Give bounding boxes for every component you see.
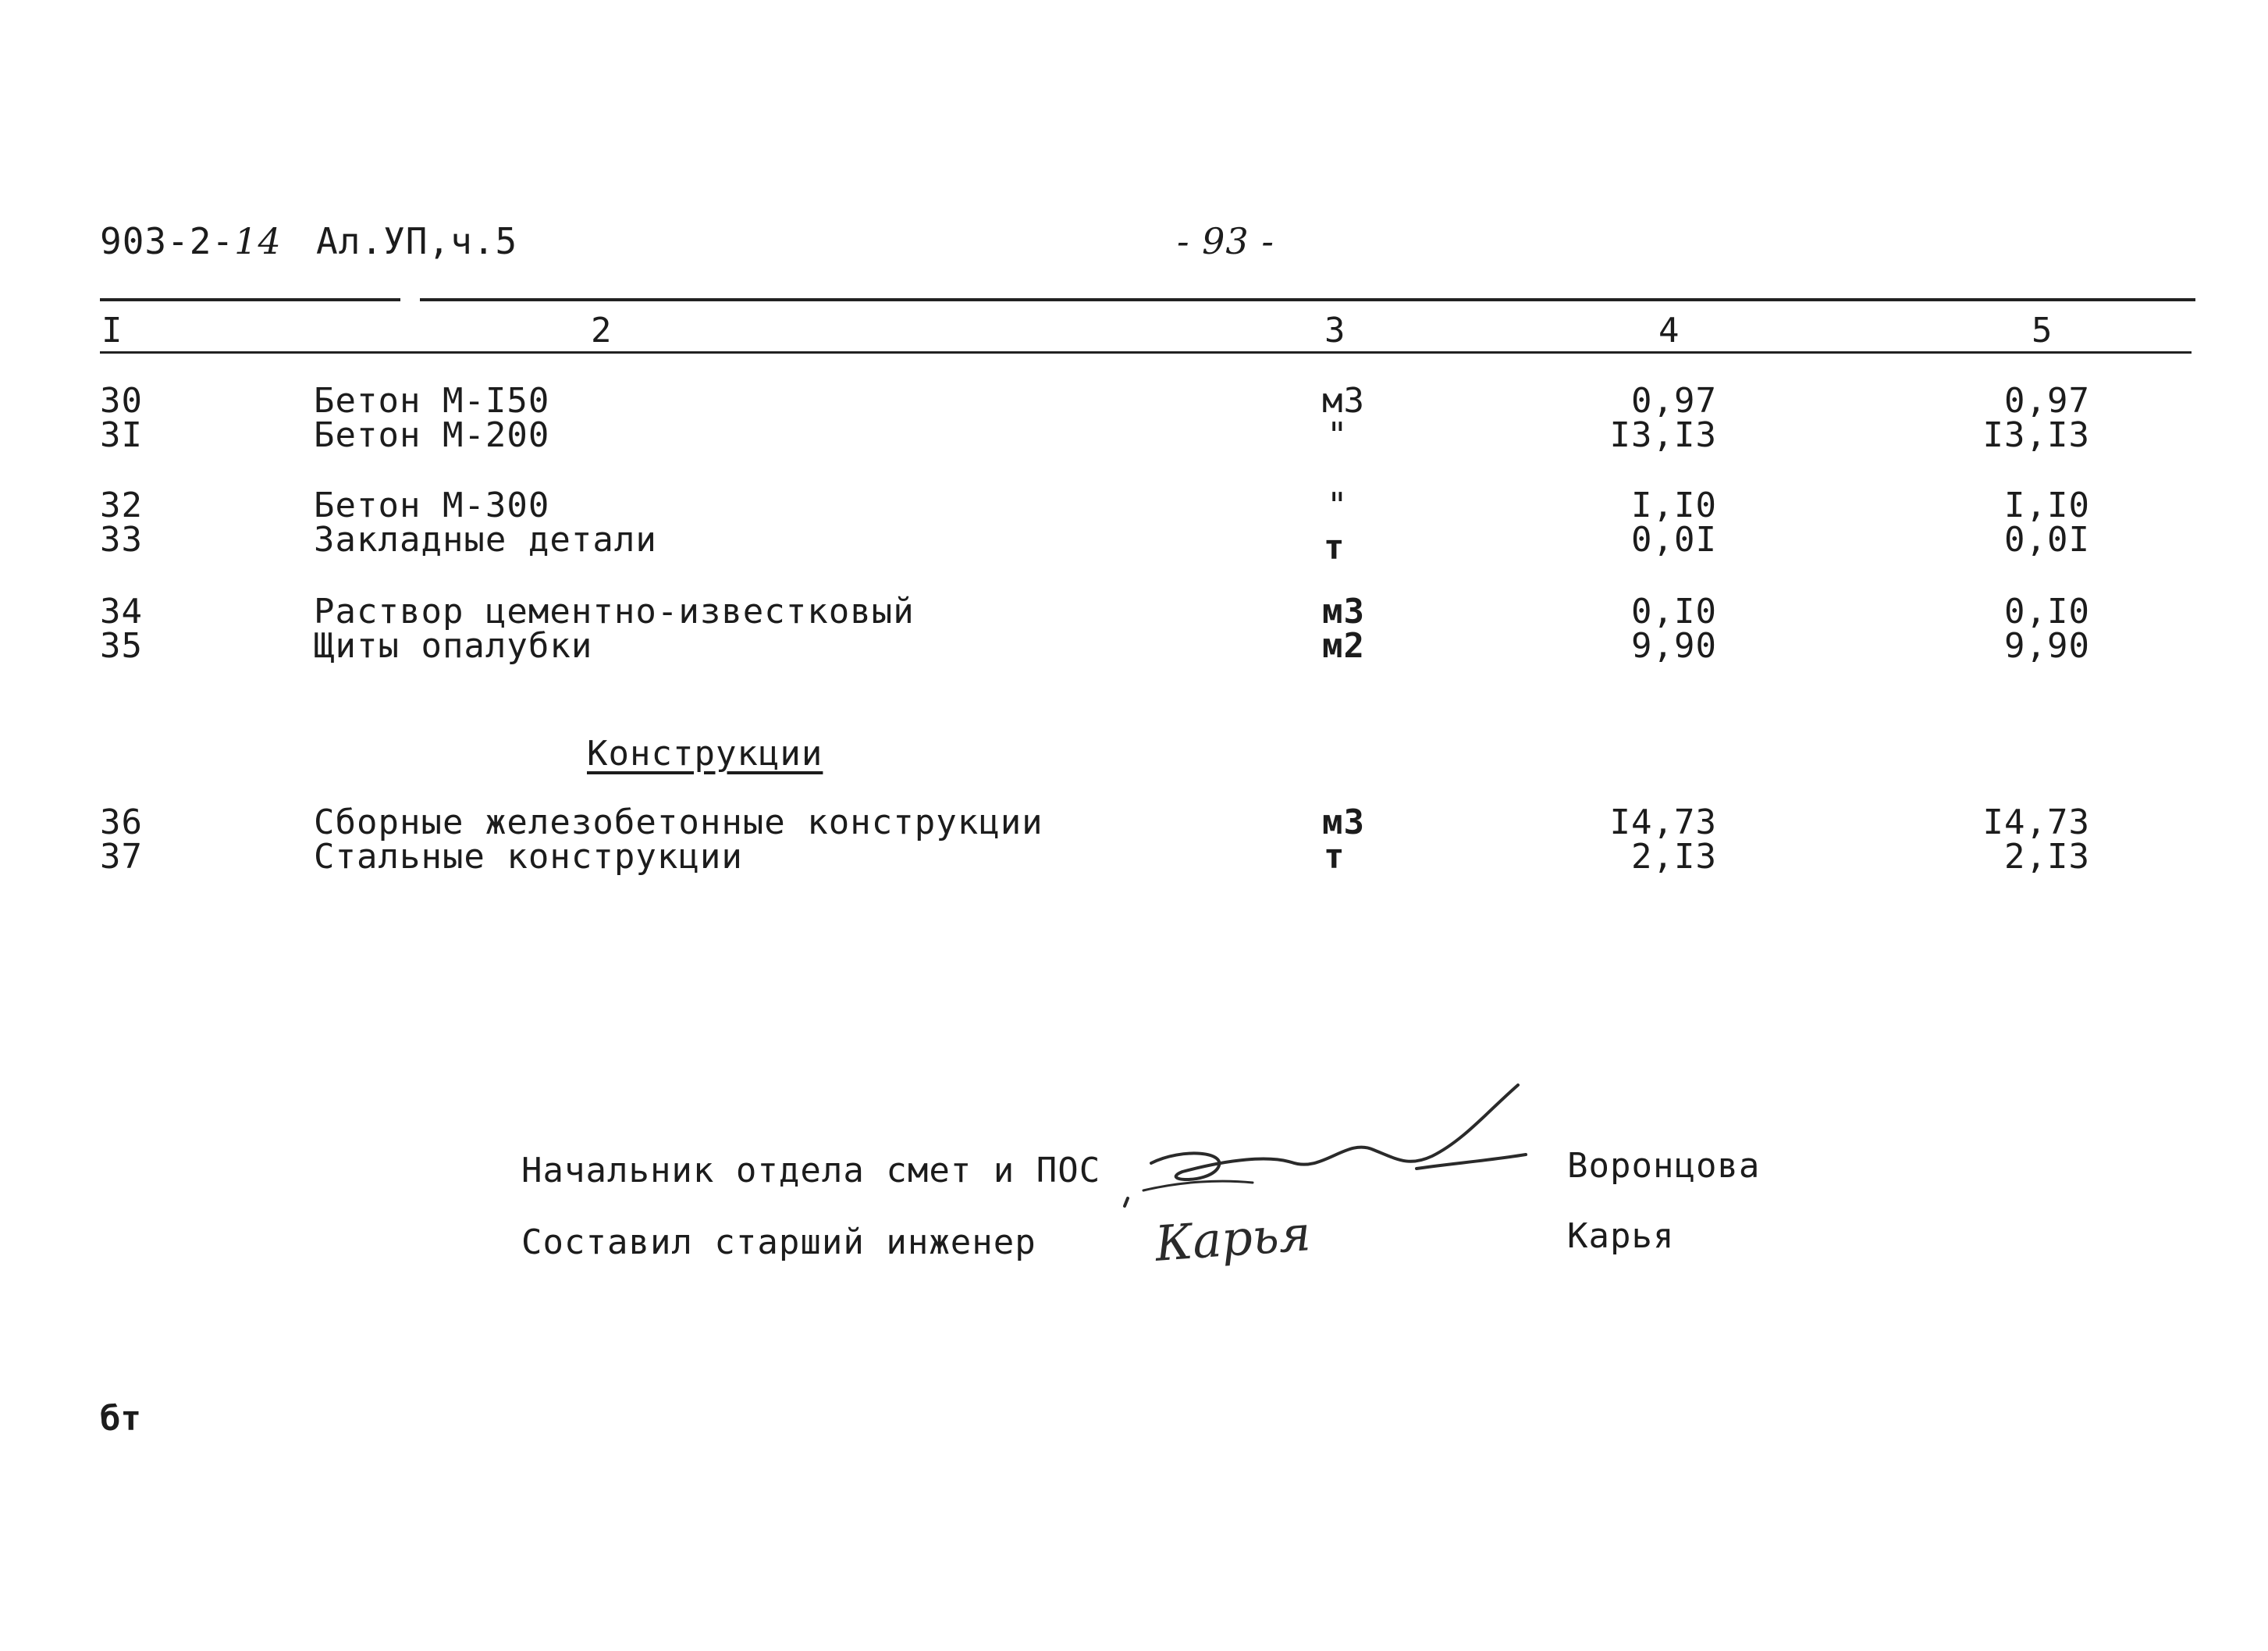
column-header-1: I <box>101 311 123 350</box>
row-unit: " <box>1327 486 1349 525</box>
row-total: 0,I0 <box>2004 592 2090 632</box>
row-total: 2,I3 <box>2004 837 2090 877</box>
document-sheet: Ал.УП,ч.5 <box>316 220 518 262</box>
row-name: Бетон М-I50 <box>314 381 550 421</box>
signature-role-1: Начальник отдела смет и ПОС <box>521 1151 1101 1190</box>
row-name: Сборные железобетонные конструкции <box>314 802 1043 842</box>
row-quantity: I,I0 <box>1631 486 1717 525</box>
top-rule-left <box>100 298 400 301</box>
row-number: 30 <box>100 381 143 421</box>
row-total: I3,I3 <box>1982 415 2090 455</box>
signature-scribble-1 <box>1136 1081 1541 1206</box>
row-total: I4,73 <box>1982 802 2090 842</box>
row-total: I,I0 <box>2004 486 2090 525</box>
row-number: 32 <box>100 486 143 525</box>
row-unit: т <box>1324 837 1346 877</box>
row-number: 35 <box>100 626 143 666</box>
column-header-3: 3 <box>1324 311 1346 350</box>
section-title: Конструкции <box>587 734 823 774</box>
row-unit: м3 <box>1322 802 1365 842</box>
row-unit: " <box>1327 415 1349 455</box>
row-name: Щиты опалубки <box>314 626 593 666</box>
row-name: Раствор цементно-известковый <box>314 592 915 632</box>
document-code: 903-2-14 <box>100 220 282 262</box>
column-header-2: 2 <box>591 311 612 350</box>
row-name: Бетон М-200 <box>314 415 550 455</box>
row-quantity: 0,I0 <box>1631 592 1717 632</box>
signature-handwritten-2: Карья <box>1153 1204 1313 1272</box>
row-number: 37 <box>100 837 143 877</box>
signature-role-2: Составил старший инженер <box>521 1222 1036 1262</box>
row-name: Стальные конструкции <box>314 837 743 877</box>
row-unit: м3 <box>1322 592 1365 632</box>
row-total: 0,97 <box>2004 381 2090 421</box>
row-unit: м3 <box>1322 381 1365 421</box>
row-quantity: 0,97 <box>1631 381 1717 421</box>
row-total: 9,90 <box>2004 626 2090 666</box>
top-rule-right <box>420 298 2195 301</box>
column-header-5: 5 <box>2032 311 2053 350</box>
row-quantity: 2,I3 <box>1631 837 1717 877</box>
row-quantity: I3,I3 <box>1609 415 1717 455</box>
header-rule <box>100 351 2192 354</box>
signature-name-1: Воронцова <box>1567 1146 1761 1186</box>
row-number: 34 <box>100 592 143 632</box>
row-number: 33 <box>100 520 143 560</box>
row-quantity: I4,73 <box>1609 802 1717 842</box>
row-number: 36 <box>100 802 143 842</box>
page-number: - 93 - <box>1177 220 1274 262</box>
row-name: Бетон М-300 <box>314 486 550 525</box>
row-quantity: 0,0I <box>1631 520 1717 560</box>
row-unit: т <box>1324 528 1346 568</box>
footer-mark: бт <box>100 1399 141 1439</box>
row-quantity: 9,90 <box>1631 626 1717 666</box>
row-total: 0,0I <box>2004 520 2090 560</box>
column-header-4: 4 <box>1658 311 1680 350</box>
row-unit: м2 <box>1322 626 1365 666</box>
row-number: 3I <box>100 415 143 455</box>
row-name: Закладные детали <box>314 520 657 560</box>
signature-name-2: Карья <box>1567 1216 1675 1256</box>
